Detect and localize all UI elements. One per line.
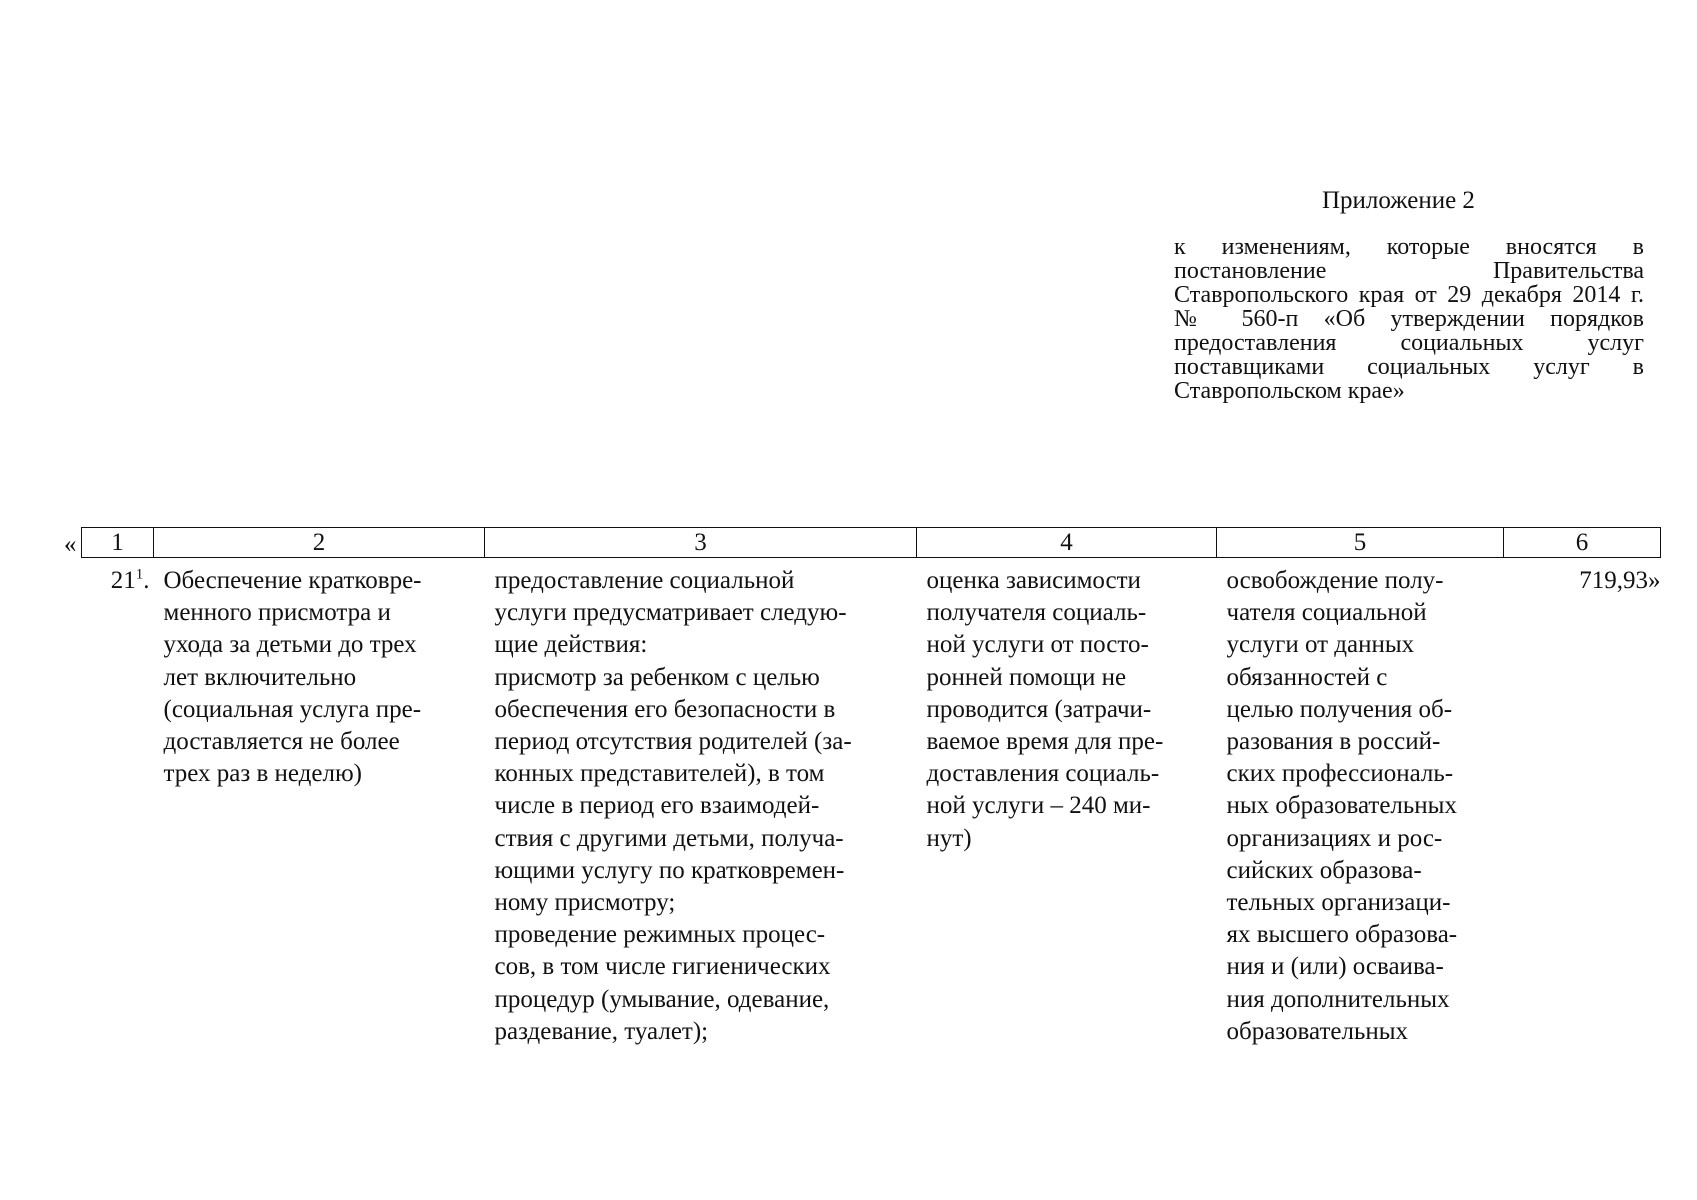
service-description-line: процедур (умывание, одевание, (494, 985, 830, 1013)
service-description-line: ющими услугу по кратковремен- (494, 856, 845, 884)
service-description-line: раздевание, туалет); (494, 1017, 709, 1045)
service-name-cell (154, 558, 485, 1049)
service-description-line: ному присмотру; (494, 889, 676, 917)
service-description-line: числе в период его взаимодей- (494, 792, 820, 820)
service-name-line: лет включительно (163, 663, 357, 691)
column-header-3: 3 (485, 528, 917, 558)
conditions-line: освобождение полу- (1226, 567, 1444, 594)
row-number-superscript: 1 (135, 566, 144, 583)
column-header-1: 1 (82, 528, 154, 558)
service-description-line: сов, в том числе гигиенических (494, 953, 831, 981)
service-description-line: обеспечения его безопасности в (494, 695, 836, 723)
conditions-line: тельных организаци- (1226, 889, 1451, 917)
price-cell (1504, 558, 1661, 1049)
service-name-line: ухода за детьми до трех (163, 631, 417, 659)
assessment-line: нут) (926, 824, 972, 852)
assessment-cell (917, 558, 1217, 1049)
conditions-line: разования в россий- (1226, 728, 1441, 756)
appendix-subtitle: к изменениям, которые вносятся в постановление Правительства Ставропольского края от 29 декабря 2014 г. № 560-п «Об утверждении порядков предоставления социальных услуг поставщиками социальных услуг в Ставропольском крае» (1174, 234, 1644, 404)
conditions-line: обязанностей с (1226, 663, 1388, 691)
table-row (82, 558, 1661, 1049)
appendix-title: Приложение 2 (1322, 187, 1475, 214)
conditions-line: ских профессиональ- (1226, 760, 1454, 788)
service-description-line: услуги предусматривает следую- (494, 599, 847, 627)
assessment-line: ной услуги от посто- (926, 631, 1149, 659)
conditions-line: ния дополнительных (1226, 985, 1450, 1013)
conditions-line: услуги от данных (1226, 631, 1415, 659)
conditions-line: ния и (или) осваива- (1226, 953, 1444, 981)
service-name-line: доставляется не более (163, 728, 400, 756)
assessment-line: проводится (затрачи- (926, 695, 1152, 723)
service-description-line: период отсутствия родителей (за- (494, 728, 852, 756)
table-open-quote: « (64, 531, 77, 558)
assessment-line: получателя социаль- (926, 599, 1147, 627)
service-name-line: (социальная услуга пре- (163, 695, 422, 723)
service-description-line: щие действия: (494, 631, 648, 659)
assessment-line: ваемое время для пре- (926, 728, 1164, 756)
conditions-cell (1217, 558, 1504, 1049)
service-name-line: менного присмотра и (163, 599, 391, 627)
column-header-5: 5 (1217, 528, 1504, 558)
conditions-line: чателя социальной (1226, 599, 1427, 627)
price-value: 719,93» (1579, 567, 1661, 594)
service-description-line: предоставление социальной (494, 567, 795, 594)
service-name-line: Обеспечение кратковре- (163, 567, 422, 594)
column-header-6: 6 (1504, 528, 1661, 558)
services-table (81, 527, 1661, 1048)
service-description-line: конных представителей), в том (494, 760, 825, 788)
service-name-line: трех раз в неделю) (163, 760, 362, 788)
row-number: 21 (110, 567, 136, 594)
service-description-cell (485, 558, 917, 1049)
conditions-line: организациях и рос- (1226, 824, 1443, 852)
service-description-line: присмотр за ребенком с целью (494, 663, 820, 691)
conditions-line: образовательных (1226, 1017, 1409, 1045)
assessment-line: ронней помощи не (926, 663, 1127, 691)
assessment-line: оценка зависимости (926, 567, 1141, 594)
table-header-row (82, 528, 1661, 558)
column-header-2: 2 (154, 528, 485, 558)
conditions-line: сийских образова- (1226, 856, 1422, 884)
assessment-line: доставления социаль- (926, 760, 1160, 788)
row-number-suffix: . (143, 567, 150, 594)
conditions-line: ях высшего образова- (1226, 921, 1458, 949)
assessment-line: ной услуги – 240 ми- (926, 792, 1151, 820)
service-description-line: проведение режимных процес- (494, 921, 826, 949)
conditions-line: целью получения об- (1226, 695, 1453, 723)
service-description-line: ствия с другими детьми, получа- (494, 824, 844, 852)
column-header-4: 4 (917, 528, 1217, 558)
row-number-cell (82, 558, 154, 1049)
conditions-line: ных образовательных (1226, 792, 1457, 820)
